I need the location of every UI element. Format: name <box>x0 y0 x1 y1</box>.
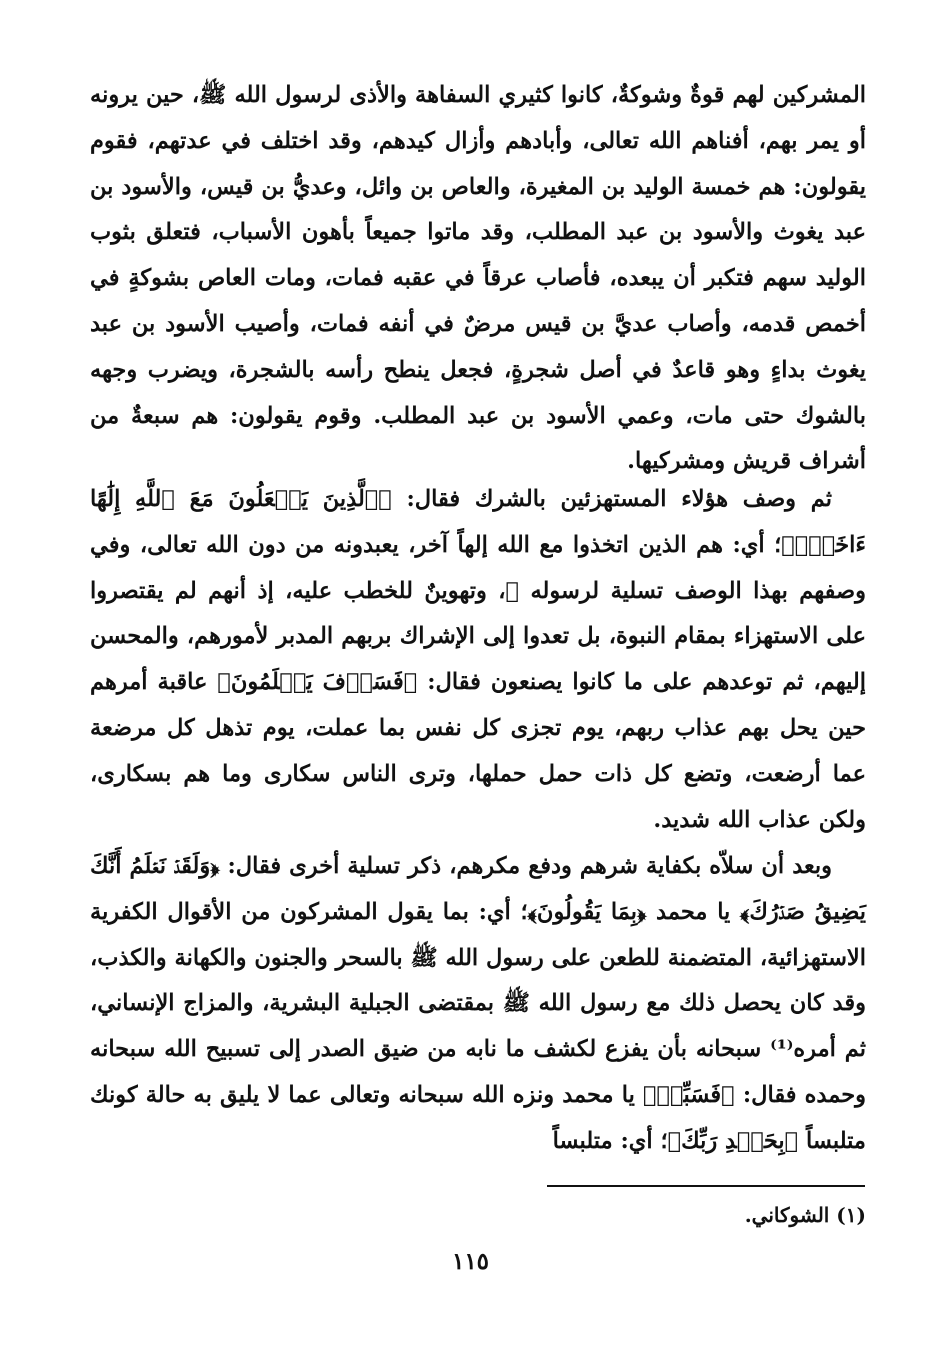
paragraph-3: وبعد أن سلاّه بكفاية شرهم ودفع مكرهم، ذكر تسلية أخرى فقال: ﴿وَلَقَدۡ نَعۡلَمُ أَنَّكَ يَضِيقُ صَدۡرُكَ﴾ يا محمد ﴿بِمَا يَقُولُونَ﴾؛ أي: بما يقول المشركون من الأقوال الكفرية الاستهزائية، المتضمنة للطعن على رسول الله ﷺ بالسحر والجنون والكهانة والكذب، وقد كان يحصل ذلك مع رسول الله ﷺ بمقتضى الجبلية البشرية، والمزاج الإنساني، ثم أمره⁽¹⁾ سبحانه بأن يفزع لكشف ما نابه من ضيق الصدر إلى تسبيح الله سبحانه وحمده فقال: ﴿فَسَبِّحۡ﴾ يا محمد ونزه الله سبحانه وتعالى عما لا يليق به حالة كونك متلبساً ﴿بِحَمۡدِ رَبِّكَ﴾؛ أي: متلبساً <box>90 853 866 1154</box>
paragraph-1: المشركين لهم قوةٌ وشوكةٌ، كانوا كثيري السفاهة والأذى لرسول الله ﷺ، حين يرونه أو يمر بهم، أفناهم الله تعالى، وأبادهم وأزال كيدهم، وقد اختلف في عدتهم، فقوم يقولون: هم خمسة الوليد بن المغيرة، والعاص بن وائل، وعديُّ بن قيس، والأسود بن عبد يغوث والأسود بن عبد المطلب، وقد ماتوا جميعاً بأهون الأسباب، فتعلق بثوب الوليد سهم فتكبر أن يبعده، فأصاب عرقاً في عقبه فمات، ومات العاص بشوكةٍ في أخمص قدمه، وأصاب عديَّ بن قيس مرضٌ في أنفه فمات، وأصيب الأسود بن عبد يغوث بداءٍ وهو قاعدٌ في أصل شجرةٍ، فجعل ينطح رأسه بالشجرة، ويضرب وجهه بالشوك حتى مات، وعمي الأسود بن عبد المطلب. وقوم يقولون: هم سبعةٌ من أشراف قريش ومشركيها. <box>90 82 867 475</box>
footnote-separator <box>547 1185 865 1187</box>
footnote: (١) الشوكاني. <box>744 1203 866 1227</box>
paragraph-2: ثم وصف هؤلاء المستهزئين بالشرك فقال: ﴿ٱلَّذِينَ يَجۡعَلُونَ مَعَ ٱللَّهِ إِلَٰهًا ءَاخَرَۚ﴾؛ أي: هم الذين اتخذوا مع الله إلهاً آخر، يعبدونه من دون الله تعالى، وفي وصفهم بهذا الوصف تسلية لرسوله ﷺ، وتهوينٌ للخطب عليه، إذ أنهم لم يقتصروا على الاستهزاء بمقام النبوة، بل تعدوا إلى الإشراك بربهم المدبر لأمورهم، والمحسن إليهم، ثم توعدهم على ما كانوا يصنعون فقال: ﴿فَسَوۡفَ يَعۡلَمُونَ﴾ عاقبة أمرهم حين يحل بهم عذاب ربهم، يوم تجزى كل نفس بما عملت، يوم تذهل كل مرضعة عما أرضعت، وتضع كل ذات حمل حملها، وترى الناس سكارى وما هم بسكارى، ولكن عذاب الله شديد. <box>90 486 866 833</box>
page-number: ١١٥ <box>451 1248 490 1275</box>
